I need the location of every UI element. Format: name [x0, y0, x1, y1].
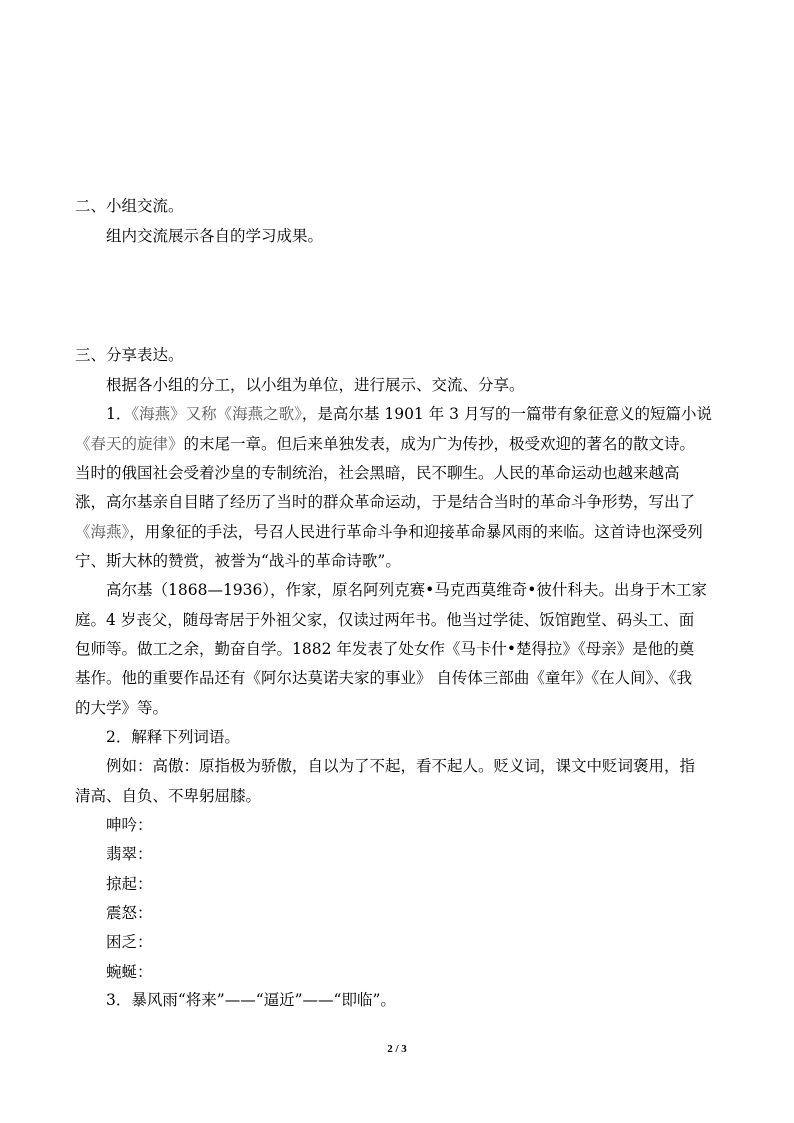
page-number: 2 / 3	[387, 1043, 407, 1055]
paragraph-1-line-3: 当时的俄国社会受着沙皇的专制统治，社会黑暗，民不聊生。人民的革命运动也越来越高	[75, 464, 680, 482]
word-item: 困乏：	[106, 933, 153, 951]
section-2-heading: 二、小组交流。	[75, 197, 184, 215]
paragraph-2-line-4: 基作。他的重要作品还有《阿尔达莫诺夫家的事业》 自传体三部曲《童年》《在人间》、《我	[75, 669, 693, 687]
paragraph-2-line-3: 包师等。做工之余，勤奋自学。1882 年发表了处女作《马卡什•楚得拉》《母亲》是他的奠	[75, 640, 695, 658]
text-span: 又称	[185, 405, 217, 423]
word-item: 蜿蜒：	[106, 963, 153, 981]
paragraph-1-line-6: 宁、斯大林的赞赏，被誉为“战斗的革命诗歌”。	[75, 552, 401, 570]
section-3-heading: 三、分享表达。	[75, 346, 184, 364]
text-span: 的末尾一章。但后来单独发表，成为广为传抄，极受欢迎的著名的散文诗。	[183, 435, 696, 453]
item-3-text: 3．暴风雨“将来”——“逼近”——“即临”。	[106, 991, 396, 1009]
word-item: 呻吟：	[106, 816, 153, 834]
paragraph-2-line-1: 高尔基（1868—1936），作家，原名阿列克赛•马克西莫维奇•彼什科夫。出身于木工家	[106, 581, 707, 599]
book-title: 《海燕》	[75, 523, 130, 541]
section-2-body: 组内交流展示各自的学习成果。	[106, 227, 324, 245]
paragraph-2-line-5: 的大学》等。	[75, 699, 169, 717]
paragraph-1-line-1	[106, 404, 712, 424]
book-title: 《春天的旋律》	[75, 435, 184, 453]
text-span: ，是高尔基 1901 年 3 月写的一篇带有象征意义的短篇小说	[301, 405, 712, 423]
section-3-intro: 根据各小组的分工，以小组为单位，进行展示、交流、分享。	[106, 376, 525, 394]
book-title: 《海燕之歌》	[216, 405, 302, 423]
example-line-2: 清高、自负、不卑躬屈膝。	[75, 787, 262, 805]
paragraph-2-line-2: 庭。4 岁丧父，随母寄居于外祖父家，仅读过两年书。他当过学徒、饭馆跑堂、码头工、面	[75, 611, 695, 629]
book-title: 《海燕》	[131, 405, 186, 423]
paragraph-1-line-4: 涨，高尔基亲自目睹了经历了当时的群众革命运动，于是结合当时的革命斗争形势，写出了	[75, 493, 696, 511]
paragraph-1-line-5	[75, 522, 703, 542]
word-item: 掠起：	[106, 875, 153, 893]
word-item: 翡翠：	[106, 845, 153, 863]
word-item: 震怒：	[106, 904, 153, 922]
example-line-1: 例如：高傲：原指极为骄傲，自以为了不起，看不起人。贬义词，课文中贬词褒用，指	[106, 757, 696, 775]
text-span: ，用象征的手法，号召人民进行革命斗争和迎接革命暴风雨的来临。这首诗也深受列	[129, 523, 703, 541]
item-2-heading: 2．解释下列词语。	[106, 728, 240, 746]
paragraph-1-line-2	[75, 434, 695, 454]
item-number: 1．	[106, 405, 132, 423]
